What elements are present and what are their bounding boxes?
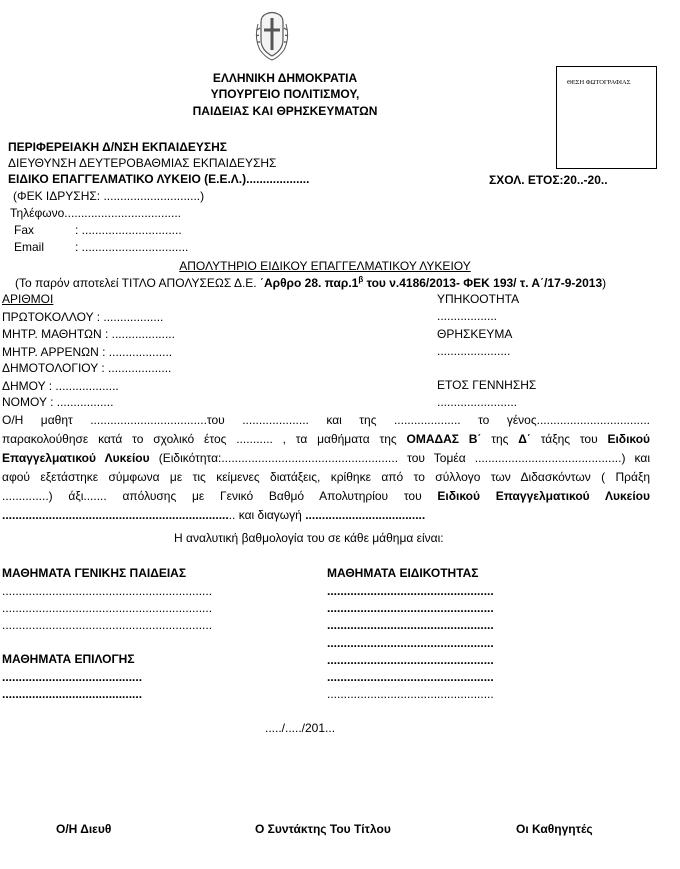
municipality-field: ΔΗΜΟΥ : ................... xyxy=(2,379,119,393)
specialty-row: .................................................. xyxy=(327,636,494,650)
specialty-row: .................................................. xyxy=(327,584,494,598)
elective-subjects-title: ΜΑΘΗΜΑΤΑ ΕΠΙΛΟΓΗΣ xyxy=(2,652,135,666)
signature-teachers: Οι Καθηγητές xyxy=(516,822,593,836)
protocol-field: ΠΡΩΤΟΚΟΛΛΟΥ : .................. xyxy=(2,310,164,324)
general-subjects-title: ΜΑΘΗΜΑΤΑ ΓΕΝΙΚΗΣ ΠΑΙΔΕΙΑΣ xyxy=(2,566,187,580)
specialty-row: .................................................. xyxy=(327,601,494,615)
email-field: : ................................ xyxy=(75,240,189,254)
fax-field: : .............................. xyxy=(75,223,182,237)
prefecture-field: ΝΟΜΟΥ : ................. xyxy=(2,395,114,409)
numbers-heading: ΑΡΙΘΜΟΙ xyxy=(2,292,54,306)
header-line-1: ΕΛΛΗΝΙΚΗ ΔΗΜΟΚΡΑΤΙΑ xyxy=(212,71,358,85)
general-row: ............................................................... xyxy=(2,584,213,598)
body-line-5: ..............) άξι....... απόλυσης με Γενικό Βαθμό Απολυτηρίου του Ειδικού Επαγγελματικού Λυκείου xyxy=(2,489,650,503)
citizenship-value: .................. xyxy=(437,309,498,323)
elective-row: .......................................... xyxy=(2,670,143,684)
subtitle-article: ΄Αρθρο 28. παρ.1 xyxy=(259,276,359,290)
date-line: ...../...../201... xyxy=(265,721,336,735)
specialty-row: .................................................. xyxy=(327,687,494,701)
signature-director: Ο/Η Διευθ xyxy=(56,822,112,836)
general-row: ............................................................... xyxy=(2,601,213,615)
subtitle-end: ) xyxy=(602,276,607,290)
subtitle-sup: β xyxy=(358,275,364,284)
subtitle-law: του ν.4186/2013- ΦΕΚ 193/ τ. Α΄/17-9-2013 xyxy=(366,276,603,290)
birth-year-value: ........................ xyxy=(437,395,518,409)
region-label: ΠΕΡΙΦΕΡΕΙΑΚΗ Δ/ΝΣΗ ΕΚΠΑΙΔΕΥΣΗΣ xyxy=(8,140,227,154)
municipal-register-field: ΔΗΜΟΤΟΛΟΓΙΟΥ : ................... xyxy=(2,361,172,375)
photo-box-label: ΘΕΣΗ ΦΩΤΟΓΡΑΦΙΑΣ xyxy=(567,79,631,86)
elective-row: .......................................... xyxy=(2,687,143,701)
body-line-4: αφού εξετάστηκε σύμφωνα με τις κείμενες διατάξεις, κρίθηκε από το σύλλογο των Διδασκόντων ( Πράξη xyxy=(2,470,650,484)
photo-box xyxy=(556,66,657,169)
body-line-1: Ο/Η μαθητ ...................................του .................... και της .................... το γένος.................................. xyxy=(2,413,650,427)
grades-intro: Η αναλυτική βαθμολογία του σε κάθε μάθημα είναι: xyxy=(174,531,444,545)
specialty-row: .................................................. xyxy=(327,618,494,632)
school-year: ΣΧΟΛ. ΕΤΟΣ:20..-20.. xyxy=(489,173,608,187)
fax-label: Fax xyxy=(14,223,35,237)
email-label: Email xyxy=(14,240,45,254)
coat-of-arms-emblem xyxy=(252,10,292,62)
header-line-3: ΠΑΙΔΕΙΑΣ ΚΑΙ ΘΡΗΣΚΕΥΜΑΤΩΝ xyxy=(192,104,378,118)
document-subtitle xyxy=(15,275,606,291)
specialty-row: .................................................. xyxy=(327,670,494,684)
directorate-label: ΔΙΕΥΘΥΝΣΗ ΔΕΥΤΕΡΟΒΑΘΜΙΑΣ ΕΚΠΑΙΔΕΥΣΗΣ xyxy=(8,156,277,170)
citizenship-label: ΥΠΗΚΟΟΤΗΤΑ xyxy=(437,292,520,306)
signature-author: Ο Συντάκτης Του Τίτλου xyxy=(255,822,391,836)
specialty-row: .................................................. xyxy=(327,653,494,667)
male-register-field: ΜΗΤΡ. ΑΡΡΕΝΩΝ : ................... xyxy=(2,345,173,359)
body-line-2: παρακολούθησε κατά το σχολικό έτος ........... , τα μαθήματα της ΟΜΑΔΑΣ Β΄ της Δ΄ τάξης του Ειδικού xyxy=(2,432,651,446)
certificate-body xyxy=(2,411,650,525)
general-row: ............................................................... xyxy=(2,618,213,632)
subtitle-plain: (Το παρόν αποτελεί ΤΙΤΛΟ ΑΠΟΛΥΣΕΩΣ Δ.Ε. xyxy=(15,276,257,290)
body-line-6: ...................................................................... και διαγωγή .................................... xyxy=(2,508,426,522)
document-title: ΑΠΟΛΥΤΗΡΙΟ ΕΙΔΙΚΟΥ ΕΠΑΓΓΕΛΜΑΤΙΚΟΥ ΛΥΚΕΙΟΥ xyxy=(179,259,471,273)
birth-year-label: ΕΤΟΣ ΓΕΝΝΗΣΗΣ xyxy=(437,378,537,392)
school-name: ΕΙΔΙΚΟ ΕΠΑΓΓΕΛΜΑΤΙΚΟ ΛΥΚΕΙΟ (Ε.Ε.Λ.)................... xyxy=(8,172,310,186)
fek-field: (ΦΕΚ ΙΔΡΥΣΗΣ: .............................) xyxy=(13,189,205,203)
religion-value: ...................... xyxy=(437,344,511,358)
header-line-2: ΥΠΟΥΡΓΕΙΟ ΠΟΛΙΤΙΣΜΟΥ, xyxy=(210,87,360,101)
phone-field: Τηλέφωνο................................... xyxy=(10,206,181,220)
student-register-field: ΜΗΤΡ. ΜΑΘΗΤΩΝ : ................... xyxy=(2,327,175,341)
religion-label: ΘΡΗΣΚΕΥΜΑ xyxy=(437,327,513,341)
specialty-subjects-title: ΜΑΘΗΜΑΤΑ ΕΙΔΙΚΟΤΗΤΑΣ xyxy=(327,566,479,580)
body-line-3: Επαγγελματικού Λυκείου (Ειδικότητα:..................................................... του Τομέα ............................................) και xyxy=(2,451,650,465)
